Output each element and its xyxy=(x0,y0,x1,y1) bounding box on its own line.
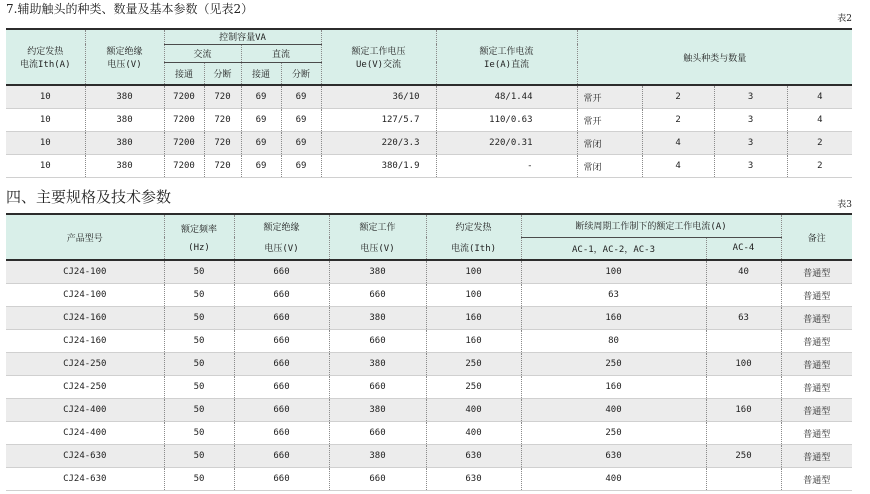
table-cell: 400 xyxy=(426,399,521,422)
table-cell: 250 xyxy=(426,376,521,399)
table-cell: 380 xyxy=(85,85,164,109)
table-cell: 50 xyxy=(164,468,234,491)
table-cell: 4 xyxy=(642,132,714,155)
table-cell: 160 xyxy=(521,376,706,399)
table-cell: 63 xyxy=(521,284,706,307)
table-cell: 660 xyxy=(234,330,329,353)
table-cell: 常闭 xyxy=(577,155,642,178)
table-cell: 80 xyxy=(521,330,706,353)
table-cell: 常开 xyxy=(577,109,642,132)
header-dc-break: 分断 xyxy=(281,62,321,85)
table-cell: 250 xyxy=(426,353,521,376)
table-cell: 10 xyxy=(6,85,85,109)
table-cell: 2 xyxy=(787,155,852,178)
header-model: 产品型号 xyxy=(6,214,164,260)
table-cell: 50 xyxy=(164,422,234,445)
header-rated-frequency: 额定频率 (Hz) xyxy=(164,214,234,260)
table-cell: 普通型 xyxy=(781,422,852,445)
table-cell: 250 xyxy=(521,353,706,376)
table-cell: 660 xyxy=(234,399,329,422)
table-cell: 69 xyxy=(241,109,281,132)
table-cell: 3 xyxy=(714,85,787,109)
table-cell: 100 xyxy=(426,260,521,284)
table-cell: 4 xyxy=(787,109,852,132)
table-cell: 7200 xyxy=(164,109,204,132)
table-row xyxy=(6,330,852,353)
section-4-heading: 四、主要规格及技术参数 xyxy=(6,188,172,206)
auxiliary-contact-table xyxy=(6,28,852,178)
specification-table xyxy=(6,213,852,491)
header-ac-break: 分断 xyxy=(204,62,241,85)
table-cell: CJ24-400 xyxy=(6,399,164,422)
table-cell: 400 xyxy=(426,422,521,445)
table-cell: 660 xyxy=(234,445,329,468)
table-row xyxy=(6,376,852,399)
table-cell: 50 xyxy=(164,330,234,353)
table-cell: 69 xyxy=(281,85,321,109)
header-contact-types: 触头种类与数量 xyxy=(577,29,852,85)
table-cell: 127/5.7 xyxy=(321,109,436,132)
table-cell: 400 xyxy=(521,399,706,422)
table-cell: 160 xyxy=(426,307,521,330)
table-cell: 660 xyxy=(234,376,329,399)
table-row xyxy=(6,353,852,376)
table-cell: 普通型 xyxy=(781,353,852,376)
table-cell xyxy=(706,330,781,353)
header-dc: 直流 xyxy=(241,44,321,62)
table-cell: 250 xyxy=(521,422,706,445)
header-rated-operating-current: 额定工作电流 Ie(A)直流 xyxy=(436,29,577,85)
table-cell: 69 xyxy=(281,155,321,178)
table-cell: 100 xyxy=(521,260,706,284)
table-cell: 100 xyxy=(706,353,781,376)
table-cell: 50 xyxy=(164,353,234,376)
table-cell: 660 xyxy=(234,307,329,330)
table-cell: 10 xyxy=(6,109,85,132)
header-ac4: AC-4 xyxy=(706,237,781,260)
table-cell xyxy=(706,284,781,307)
header-rated-operating-voltage: 额定工作电压 Ue(V)交流 xyxy=(321,29,436,85)
header-heat-current: 约定发热 电流(Ith) xyxy=(426,214,521,260)
table-cell xyxy=(706,468,781,491)
table-cell: 常开 xyxy=(577,85,642,109)
table-row xyxy=(6,155,852,178)
table-cell: 7200 xyxy=(164,155,204,178)
table-row xyxy=(6,109,852,132)
table-cell: 380 xyxy=(85,155,164,178)
header-rated-insulation-voltage: 额定绝缘 电压(V) xyxy=(85,29,164,85)
header-intermittent-current: 断续周期工作制下的额定工作电流(A) xyxy=(521,214,781,237)
table-cell: 220/3.3 xyxy=(321,132,436,155)
table-cell: 48/1.44 xyxy=(436,85,577,109)
table-cell: 4 xyxy=(642,155,714,178)
table-row xyxy=(6,399,852,422)
table-cell: 660 xyxy=(329,422,426,445)
table-cell: 220/0.31 xyxy=(436,132,577,155)
table-cell: 3 xyxy=(714,155,787,178)
table-row xyxy=(6,85,852,109)
table-row xyxy=(6,260,852,284)
table-cell: CJ24-100 xyxy=(6,284,164,307)
table-cell: 720 xyxy=(204,155,241,178)
table-3-tag: 表3 xyxy=(837,200,852,210)
table-cell: 160 xyxy=(521,307,706,330)
table-cell: - xyxy=(436,155,577,178)
table-cell xyxy=(706,376,781,399)
table-cell: 50 xyxy=(164,284,234,307)
table-cell: CJ24-100 xyxy=(6,260,164,284)
table-cell: 普通型 xyxy=(781,376,852,399)
table-cell: 50 xyxy=(164,399,234,422)
table-cell: 10 xyxy=(6,155,85,178)
table-cell: 69 xyxy=(241,132,281,155)
table-cell: 常闭 xyxy=(577,132,642,155)
table-row xyxy=(6,422,852,445)
table-2-tag: 表2 xyxy=(837,14,852,24)
table-cell: 160 xyxy=(426,330,521,353)
table-cell: 10 xyxy=(6,132,85,155)
table-cell: 720 xyxy=(204,109,241,132)
header-dc-make: 接通 xyxy=(241,62,281,85)
table-cell: 2 xyxy=(787,132,852,155)
table-cell: 普通型 xyxy=(781,284,852,307)
table-cell: 7200 xyxy=(164,85,204,109)
table-cell: CJ24-400 xyxy=(6,422,164,445)
table-cell: CJ24-160 xyxy=(6,307,164,330)
table-cell: 160 xyxy=(706,399,781,422)
table-cell: 普通型 xyxy=(781,307,852,330)
table-cell: 660 xyxy=(234,422,329,445)
table-cell: 720 xyxy=(204,132,241,155)
header-note: 备注 xyxy=(781,214,852,260)
header-operating-voltage: 额定工作 电压(V) xyxy=(329,214,426,260)
table-cell: 69 xyxy=(281,132,321,155)
header-control-capacity: 控制容量VA xyxy=(164,29,321,44)
header-ac-make: 接通 xyxy=(164,62,204,85)
table-cell: 660 xyxy=(329,330,426,353)
header-rated-heat-current: 约定发热 电流Ith(A) xyxy=(6,29,85,85)
table-cell: 660 xyxy=(234,468,329,491)
table-cell: 630 xyxy=(426,468,521,491)
table-cell: CJ24-630 xyxy=(6,468,164,491)
table-cell: 380 xyxy=(329,307,426,330)
table-cell: 69 xyxy=(281,109,321,132)
table-cell: 普通型 xyxy=(781,445,852,468)
table-cell: 250 xyxy=(706,445,781,468)
section-7-heading: 7.辅助触头的种类、数量及基本参数（见表2） xyxy=(6,2,254,16)
table-cell: 普通型 xyxy=(781,399,852,422)
table-cell: 630 xyxy=(426,445,521,468)
table-cell: 380 xyxy=(329,353,426,376)
table-cell: 40 xyxy=(706,260,781,284)
table-cell: 普通型 xyxy=(781,330,852,353)
table-row xyxy=(6,307,852,330)
table-cell: 660 xyxy=(234,284,329,307)
table-cell: 普通型 xyxy=(781,260,852,284)
table-cell: CJ24-250 xyxy=(6,353,164,376)
table-cell: 380 xyxy=(85,132,164,155)
table-cell: 110/0.63 xyxy=(436,109,577,132)
table-cell: 660 xyxy=(234,353,329,376)
header-ac1-ac2-ac3: AC-1，AC-2，AC-3 xyxy=(521,237,706,260)
table-cell: 380 xyxy=(85,109,164,132)
table-cell: 7200 xyxy=(164,132,204,155)
table-cell: 63 xyxy=(706,307,781,330)
table-cell: 660 xyxy=(329,376,426,399)
table-cell: 50 xyxy=(164,307,234,330)
table-cell: 380 xyxy=(329,260,426,284)
table-cell: 660 xyxy=(234,260,329,284)
table-cell: 660 xyxy=(329,284,426,307)
table-cell: 69 xyxy=(241,85,281,109)
table-cell: 69 xyxy=(241,155,281,178)
table-cell: 630 xyxy=(521,445,706,468)
table-cell: CJ24-630 xyxy=(6,445,164,468)
table-cell xyxy=(706,422,781,445)
table-cell: 100 xyxy=(426,284,521,307)
table-cell: 2 xyxy=(642,109,714,132)
table-cell: 3 xyxy=(714,132,787,155)
table-cell: 380/1.9 xyxy=(321,155,436,178)
table-row xyxy=(6,132,852,155)
table-cell: 50 xyxy=(164,260,234,284)
table-cell: 380 xyxy=(329,399,426,422)
table-cell: 380 xyxy=(329,445,426,468)
table-cell: 660 xyxy=(329,468,426,491)
header-insulation-voltage: 额定绝缘 电压(V) xyxy=(234,214,329,260)
table-row xyxy=(6,284,852,307)
table-cell: 3 xyxy=(714,109,787,132)
table-cell: 2 xyxy=(642,85,714,109)
table-cell: 50 xyxy=(164,376,234,399)
table-cell: 720 xyxy=(204,85,241,109)
table-cell: CJ24-160 xyxy=(6,330,164,353)
table-cell: 普通型 xyxy=(781,468,852,491)
table-cell: 36/10 xyxy=(321,85,436,109)
table-cell: 400 xyxy=(521,468,706,491)
table-cell: 50 xyxy=(164,445,234,468)
header-ac: 交流 xyxy=(164,44,241,62)
table-row xyxy=(6,445,852,468)
table-cell: 4 xyxy=(787,85,852,109)
table-cell: CJ24-250 xyxy=(6,376,164,399)
table-row xyxy=(6,468,852,491)
